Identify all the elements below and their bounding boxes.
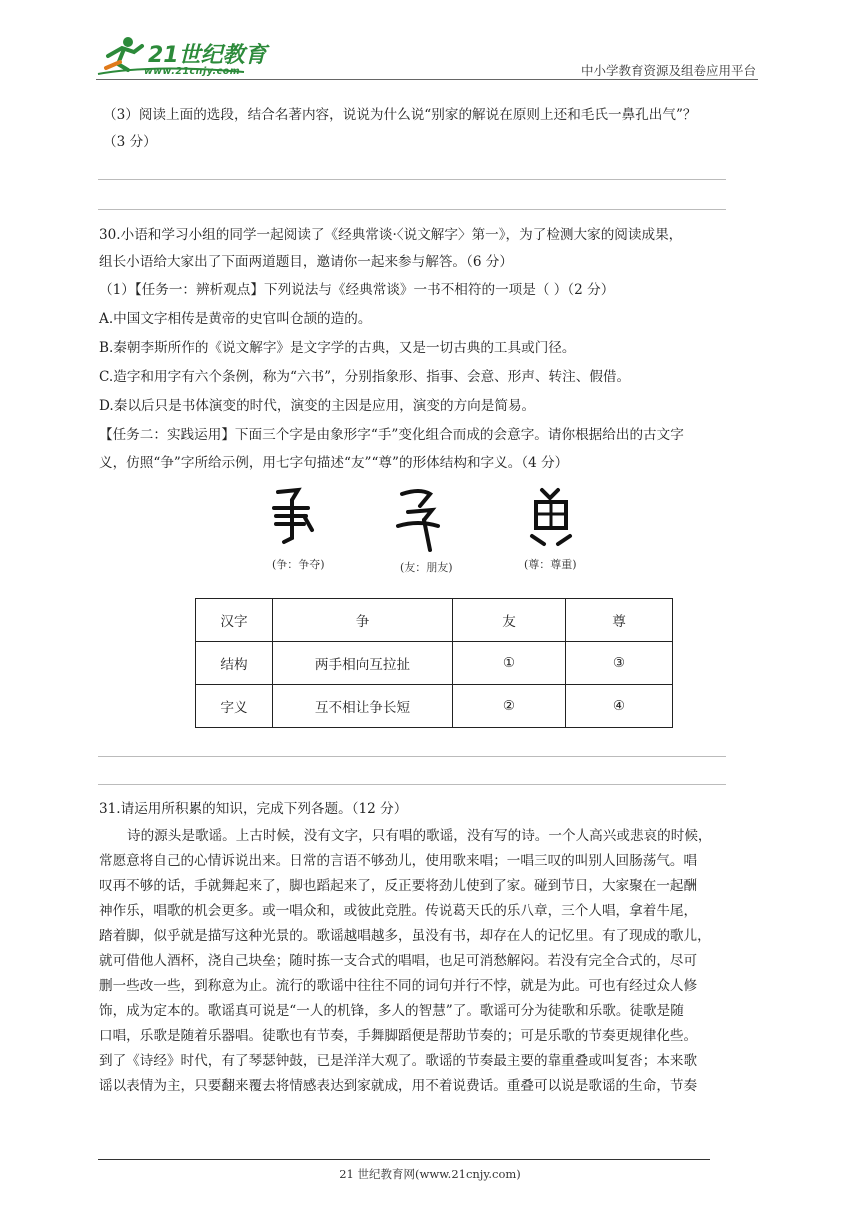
- character-table: [195, 598, 673, 728]
- table-cell: 结构: [196, 642, 273, 685]
- glyph-caption-you: (友：朋友): [400, 561, 453, 574]
- answer-line: [98, 784, 726, 785]
- q29-3-line2: （3 分）: [103, 134, 157, 150]
- seal-script-you-image: [394, 486, 444, 556]
- q30-option-b: B.秦朝李斯所作的《说文解字》是文字学的古典，又是一切古典的工具或门径。: [99, 340, 576, 356]
- table-cell: 两手相向互拉扯: [273, 642, 453, 685]
- table-cell: ①: [453, 642, 566, 685]
- q29-3-line1: （3）阅读上面的选段，结合名著内容，说说为什么说“别家的解说在原则上还和毛氏一鼻孔出气”？: [103, 107, 697, 123]
- passage-line: 删一些改一些，到称意为止。流行的歌谣中往往不同的词句并行不悖，就是为此。可也有经过众人修: [99, 978, 698, 994]
- footer-text: 21 世纪教育网(www.21cnjy.com): [339, 1167, 521, 1181]
- q30-intro-line1: 30.小语和学习小组的同学一起阅读了《经典常谈·〈说文解字〉第一》，为了检测大家的阅读成果，: [99, 227, 683, 243]
- table-cell: 字义: [196, 685, 273, 728]
- passage-line: 叹再不够的话，手就舞起来了，脚也蹈起来了，反正要将劲儿使到了家。碰到节日，大家聚在一起酬: [99, 878, 698, 894]
- header-platform-name: 中小学教育资源及组卷应用平台: [580, 63, 756, 78]
- passage-line: 神作乐，唱歌的机会更多。或一唱众和，或彼此竞胜。传说葛天氏的乐八章，三个人唱，拿着牛尾，: [99, 903, 698, 919]
- table-row: [196, 642, 673, 685]
- passage-line: 诗的源头是歌谣。上古时候，没有文字，只有唱的歌谣，没有写的诗。一个人高兴或悲哀的时候，: [127, 828, 712, 844]
- table-cell: ④: [566, 685, 673, 728]
- passage-line: 就可借他人酒杯，浇自己块垒；随时拣一支合式的唱唱，也足可消愁解闷。若没有完全合式的，尽可: [99, 953, 698, 969]
- passage-line: 口唱，乐歌是随着乐器唱。徒歌也有节奏，手舞脚蹈便是帮助节奏的；可是乐歌的节奏更规律化些。: [99, 1028, 698, 1044]
- header-divider: [96, 79, 758, 80]
- q30-task2-line1: 【任务二：实践运用】下面三个字是由象形字“手”变化组合而成的会意字。请你根据给出的古文字: [99, 427, 684, 443]
- glyph-caption-zheng: (争：争夺): [272, 558, 325, 571]
- q31-intro: 31.请运用所积累的知识，完成下列各题。（12 分）: [99, 801, 408, 817]
- passage-line: 踏着脚，似乎就是描写这种光景的。歌谣越唱越多，虽没有书，却存在人的记忆里。有了现成的歌儿，: [99, 928, 711, 944]
- table-row: [196, 685, 673, 728]
- table-header-cell: 争: [273, 599, 453, 642]
- table-header-cell: 友: [453, 599, 566, 642]
- logo-url: www.21cnjy.com: [144, 66, 241, 77]
- q30-option-d: D.秦以后只是书体演变的时代，演变的主因是应用，演变的方向是简易。: [99, 398, 536, 414]
- table-header-cell: 汉字: [196, 599, 273, 642]
- table-header-cell: 尊: [566, 599, 673, 642]
- footer-divider: [98, 1159, 710, 1160]
- q30-intro-line2: 组长小语给大家出了下面两道题目，邀请你一起来参与解答。（6 分）: [99, 254, 513, 270]
- table-header-row: [196, 599, 673, 642]
- q30-option-a: A.中国文字相传是黄帝的史官叫仓颉的造的。: [99, 311, 372, 327]
- q30-option-c: C.造字和用字有六个条例，称为“六书”，分别指象形、指事、会意、形声、转注、假借。: [99, 369, 631, 385]
- logo-text: 21世纪教育: [148, 43, 267, 68]
- answer-line: [98, 756, 726, 757]
- passage-line: 饰，成为定本的。歌谣真可说是“一人的机锋，多人的智慧”了。歌谣可分为徒歌和乐歌。徒歌是随: [99, 1003, 684, 1019]
- passage-line: 常愿意将自己的心情诉说出来。日常的言语不够劲儿，使用歌来唱；一唱三叹的叫别人回肠荡气。唱: [99, 853, 698, 869]
- table-cell: 互不相让争长短: [273, 685, 453, 728]
- q30-task2-line2: 义，仿照“争”字所给示例，用七字句描述“友”“尊”的形体结构和字义。（4 分）: [99, 455, 569, 471]
- seal-script-zun-image: [528, 486, 574, 548]
- glyph-caption-zun: (尊：尊重): [524, 558, 577, 571]
- answer-line: [98, 179, 726, 180]
- q30-task1: （1）【任务一：辨析观点】下列说法与《经典常谈》一书不相符的一项是（ ）（2 分）: [99, 282, 615, 298]
- answer-line: [98, 209, 726, 210]
- passage-line: 谣以表情为主，只要翻来覆去将情感表达到家就成，用不着说费话。重叠可以说是歌谣的生命，节奏: [99, 1078, 698, 1094]
- passage-line: 到了《诗经》时代，有了琴瑟钟鼓，已是洋洋大观了。歌谣的节奏最主要的靠重叠或叫复沓；本来歌: [99, 1053, 698, 1069]
- table-cell: ③: [566, 642, 673, 685]
- seal-script-zheng-image: [268, 486, 318, 548]
- table-cell: ②: [453, 685, 566, 728]
